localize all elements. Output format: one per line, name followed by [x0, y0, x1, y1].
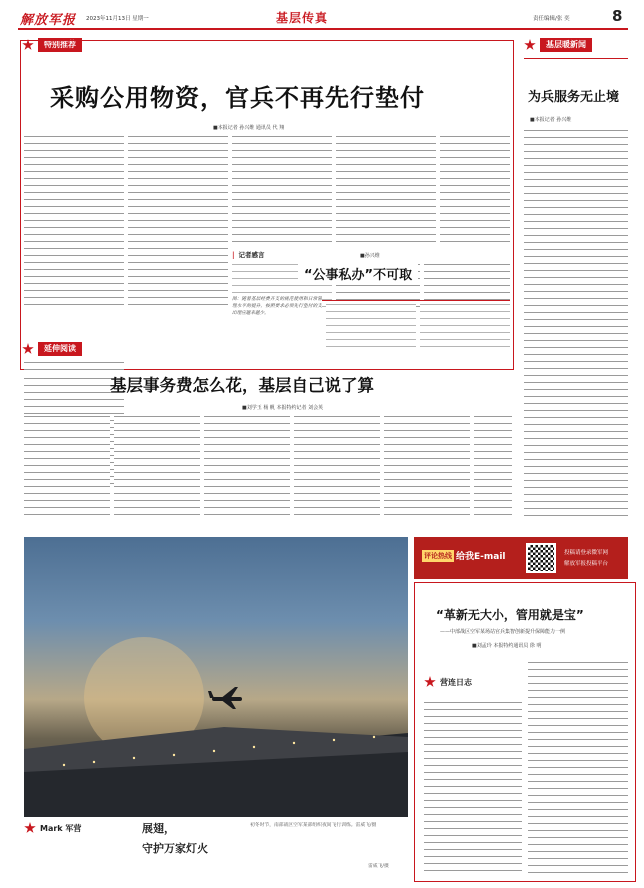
photo-illustration	[24, 537, 408, 817]
quote-col-2	[326, 302, 416, 350]
page-number: 8	[612, 7, 623, 25]
bracket-icon: |	[232, 250, 235, 259]
quote-text: 图：随着基层经费开支的规范使用和日常管理水平的提升，按照要求必须先行垫付的支出理应越来越少。	[232, 296, 322, 352]
star-icon	[524, 39, 536, 51]
side-col	[524, 128, 628, 520]
reporter-note-tag: | 记者感言	[232, 250, 265, 259]
ad-line3: 投稿请登录微军网	[564, 550, 609, 556]
newspaper-logo: 解放军报	[20, 13, 77, 28]
star-icon	[22, 343, 34, 355]
ad-banner	[414, 537, 628, 579]
main-photo	[24, 537, 408, 817]
feature-col-1	[424, 700, 522, 876]
lead-byline: ■本报记者 孙兴维 通讯员 代 翔	[213, 125, 285, 131]
second-col-4	[294, 414, 380, 518]
star-icon	[424, 676, 436, 688]
second-col-2	[114, 414, 200, 518]
ad-line1: 评论热线	[424, 551, 452, 560]
editor-name: 责任编辑/张 奕	[533, 16, 570, 22]
extended-reading-tag: 延伸阅读	[22, 342, 82, 356]
star-icon	[24, 822, 36, 834]
feature-subtitle: ——中部战区空军某场站官兵集智创新提升保障能力一例	[440, 629, 566, 635]
lead-col-5	[440, 134, 510, 242]
ad-label	[422, 549, 506, 562]
feature-byline: ■刘孟玲 本报特约通讯员 徐 明	[472, 643, 542, 649]
lead-headline: 采购公用物资，官兵不再先行垫付	[50, 84, 425, 112]
second-col-6	[474, 414, 512, 518]
second-headline: 基层事务费怎么花，基层自己说了算	[110, 376, 374, 395]
second-byline: ■刘学玉 杨 帆 本报特约记者 刘会英	[242, 405, 324, 411]
side-rule-top	[524, 58, 628, 59]
warm-news-tag: 基层暖新闻	[524, 38, 592, 52]
photo-credit: 雷威飞/摄	[368, 864, 389, 869]
section-name: 基层传真	[276, 11, 329, 25]
feature-col-2	[528, 660, 628, 876]
quote-col-3	[420, 302, 510, 350]
lead-col-1	[24, 134, 124, 310]
gongshi-headline: “公事私办”不可取	[298, 262, 418, 285]
masthead	[18, 6, 628, 28]
second-col-3	[204, 414, 290, 518]
lead-col-3	[232, 134, 332, 242]
second-col-1	[24, 414, 110, 518]
battalion-log-tag: 营连日志	[424, 676, 472, 688]
mark-title-2: 守护万家灯火	[142, 842, 208, 855]
lead-col-2	[128, 134, 228, 310]
photo-caption: 初冬时节，南部战区空军某部组织夜间飞行训练。雷威飞/摄	[250, 823, 377, 828]
side-headline: 为兵服务无止境	[528, 90, 620, 105]
second-col-5	[384, 414, 470, 518]
lead-col-4	[336, 134, 436, 242]
ad-line2: 给我E-mail	[456, 552, 506, 562]
gongshi-author: ■孙兴维	[360, 253, 380, 259]
masthead-rule	[18, 28, 628, 30]
qr-code-icon[interactable]	[526, 543, 556, 573]
feature-headline: “革新无大小，管用就是宝”	[436, 608, 584, 622]
mark-title-1: 展翅，	[142, 822, 175, 835]
side-byline: ■本报记者 孙兴维	[530, 117, 572, 123]
issue-date: 2023年11月13日 星期一	[86, 16, 149, 22]
mark-camp-tag: Mark 军营	[24, 822, 81, 834]
ad-line4: 解放军报投稿平台	[564, 561, 609, 567]
special-recommend-tag: 特别推荐	[22, 38, 82, 52]
